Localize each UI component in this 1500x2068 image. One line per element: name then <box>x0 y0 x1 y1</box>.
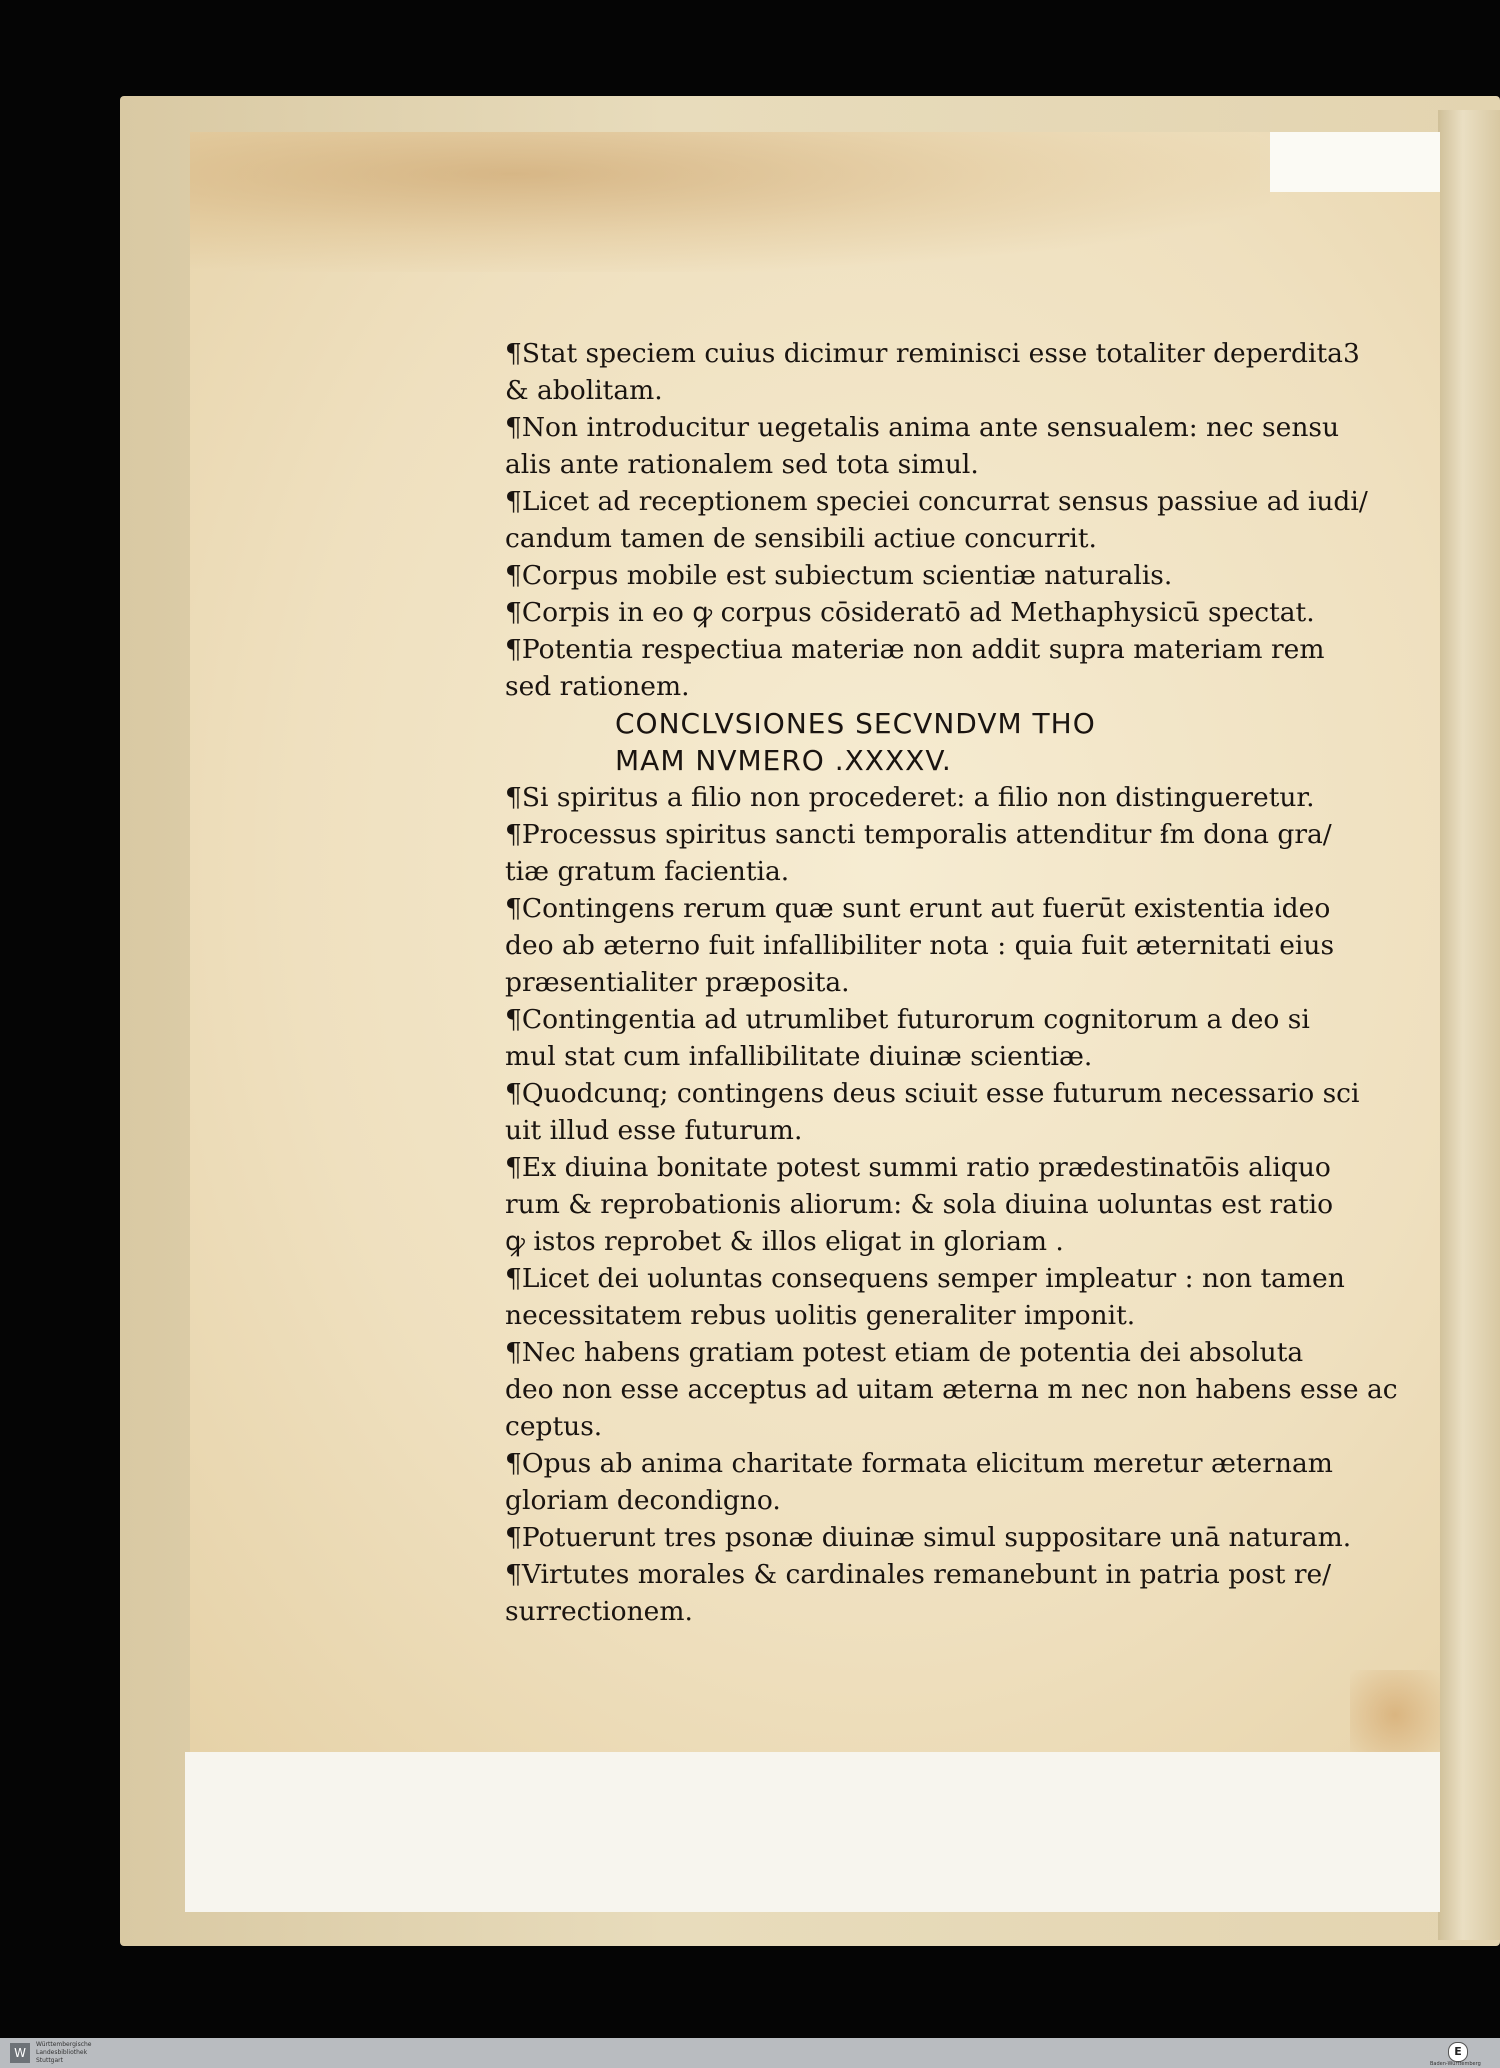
text-line: & abolitam. <box>505 375 663 406</box>
text-line: uit illud esse futurum. <box>505 1115 803 1146</box>
text-line: ¶Potentia respectiua materiæ non addit supra materiam rem <box>505 634 1325 665</box>
text-line: gloriam decondigno. <box>505 1485 781 1516</box>
section-heading: CONCLVSIONES SECVNDVM THO <box>615 707 1096 740</box>
text-line: ¶Licet ad receptionem speciei concurrat sensus passiue ad iudi/ <box>505 486 1368 517</box>
text-line: ꝙ istos reprobet & illos eligat in gloriam . <box>505 1226 1064 1257</box>
text-line: necessitatem rebus uolitis generaliter imponit. <box>505 1300 1136 1331</box>
text-line: ¶Ex diuina bonitate potest summi ratio prædestinatōis aliquo <box>505 1152 1331 1183</box>
text-line: sed rationem. <box>505 671 690 702</box>
text-line: ¶Non introducitur uegetalis anima ante sensualem: nec sensu <box>505 412 1340 443</box>
text-line: tiæ gratum facientia. <box>505 856 790 887</box>
text-line: ceptus. <box>505 1411 603 1442</box>
text-line: candum tamen de sensibili actiue concurrit. <box>505 523 1097 554</box>
text-line: ¶Potuerunt tres psonæ diuinæ simul suppositare unā naturam. <box>505 1522 1352 1553</box>
text-line: ¶Si spiritus a filio non procederet: a filio non distingueretur. <box>505 782 1315 813</box>
viewer-footer <box>0 2038 1500 2068</box>
text-line: alis ante rationalem sed tota simul. <box>505 449 979 480</box>
state-badge-icon: E <box>1448 2042 1468 2062</box>
water-stain <box>190 132 1270 272</box>
text-line: ¶Stat speciem cuius dicimur reminisci esse totaliter deperdita3 <box>505 338 1360 369</box>
text-block <box>505 335 1398 1630</box>
text-line: mul stat cum infallibilitate diuinæ scientiæ. <box>505 1041 1093 1072</box>
page-corner-repair <box>1270 132 1440 192</box>
text-line: ¶Corpis in eo ꝙ corpus cōsideratō ad Methaphysicū spectat. <box>505 597 1315 628</box>
institution-name: Württembergische Landesbibliothek Stuttgart <box>36 2041 92 2064</box>
text-line: ¶Contingens rerum quæ sunt erunt aut fuerūt existentia ideo <box>505 893 1331 924</box>
binding-edge <box>1438 110 1500 1940</box>
foxing-stain <box>1350 1670 1440 1760</box>
section-heading: MAM NVMERO .XXXXV. <box>615 744 952 777</box>
state-badge-caption: Baden-Württemberg <box>1430 2061 1481 2067</box>
text-line: deo ab æterno fuit infallibiliter nota : quia fuit æternitati eius <box>505 930 1335 961</box>
text-line: ¶Corpus mobile est subiectum scientiæ naturalis. <box>505 560 1173 591</box>
text-line: ¶Virtutes morales & cardinales remanebunt in patria post re/ <box>505 1559 1332 1590</box>
bottom-margin-strip <box>185 1752 1440 1912</box>
library-logo-icon: W <box>10 2043 30 2063</box>
text-line: rum & reprobationis aliorum: & sola diuina uoluntas est ratio <box>505 1189 1334 1220</box>
text-line: ¶Contingentia ad utrumlibet futurorum cognitorum a deo si <box>505 1004 1310 1035</box>
text-line: ¶Quodcunq; contingens deus sciuit esse futurum necessario sci <box>505 1078 1360 1109</box>
text-line: ¶Opus ab anima charitate formata elicitum meretur æternam <box>505 1448 1333 1479</box>
text-line: præsentialiter præposita. <box>505 967 850 998</box>
text-line: ¶Licet dei uoluntas consequens semper impleatur : non tamen <box>505 1263 1345 1294</box>
text-line: ¶Nec habens gratiam potest etiam de potentia dei absoluta <box>505 1337 1304 1368</box>
text-line: ¶Processus spiritus sancti temporalis attenditur ẜm dona gra/ <box>505 819 1332 850</box>
text-line: deo non esse acceptus ad uitam æterna m nec non habens esse ac <box>505 1374 1398 1405</box>
text-line: surrectionem. <box>505 1596 693 1627</box>
